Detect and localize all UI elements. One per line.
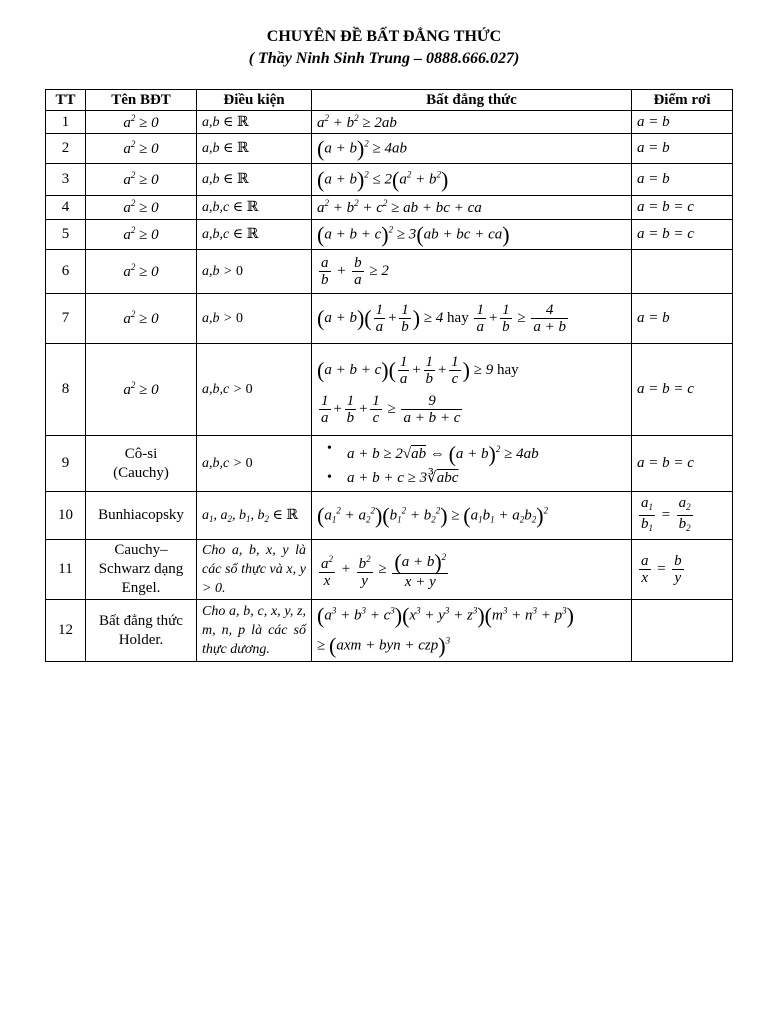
inequality-formula: (a + b + c)( $\frac{1}{a}$ + $\frac{1}{b}$ + $\frac{1}{c}$ ) ≥ 9 hay $\frac{1}{a}$ + $\frac{1}{b}$ + $\frac{1}{c}$ ≥ $\frac{9}{a + b + c}$ — [312, 344, 632, 436]
table-row — [46, 250, 733, 294]
equality-case: a = b — [632, 111, 733, 134]
inequality-name: Cauchy– Schwarz dạng Engel. — [86, 540, 197, 600]
row-number: 6 — [46, 250, 86, 294]
header-name: Tên BĐT — [86, 90, 197, 111]
equality-case: a = b — [632, 294, 733, 344]
list-item: • $a + b + c \ge 3∛\overline{abc}$ — [347, 466, 626, 490]
equality-case: a = b = c — [632, 196, 733, 220]
inequality-formula: $\frac{a}{b}$ + $\frac{b}{a}$ ≥ 2 — [312, 250, 632, 294]
inequality-table — [45, 89, 733, 662]
table-row — [46, 492, 733, 540]
table-row — [46, 600, 733, 662]
list-item: • a + b ≥ 2√ab ⇔ $(a + b)^2 \ge 4ab$ — [347, 437, 626, 466]
equality-case: a = b = c — [632, 436, 733, 492]
header-condition: Điều kiện — [197, 90, 312, 111]
condition: a,b,c > 0 — [197, 436, 312, 492]
condition: Cho a, b, x, y là các số thực và x, y > 0. — [197, 540, 312, 600]
equality-case — [632, 600, 733, 662]
row-number: 11 — [46, 540, 86, 600]
condition: $a_1$, $a_2$, $b_1$, $b_2$ ∈ ℝ — [197, 492, 312, 540]
inequality-name: Bunhiacopsky — [86, 492, 197, 540]
row-number: 2 — [46, 134, 86, 164]
row-number: 5 — [46, 220, 86, 250]
inequality-name: $a^2 \ge 0$ — [86, 344, 197, 436]
header-inequality: Bất đẳng thức — [312, 90, 632, 111]
table-row — [46, 111, 733, 134]
inequality-formula: $(a + b + c)^2 \ge 3(ab$ + bc + ca) — [312, 220, 632, 250]
table-row — [46, 196, 733, 220]
header-equality: Điểm rơi — [632, 90, 733, 111]
table-row — [46, 134, 733, 164]
table-row — [46, 220, 733, 250]
inequality-formula: $(a + b)^2 \ge 4ab$ — [312, 134, 632, 164]
table-row — [46, 344, 733, 436]
inequality-formula: $a^2 + b^2 + c^2$ ≥ ab + bc + ca — [312, 196, 632, 220]
inequality-name: $a^2 \ge 0$ — [86, 220, 197, 250]
row-number: 1 — [46, 111, 86, 134]
inequality-name: $a^2 \ge 0$ — [86, 196, 197, 220]
equality-case: a = b = c — [632, 220, 733, 250]
condition: a,b,c ∈ ℝ — [197, 220, 312, 250]
inequality-name: Cô-si (Cauchy) — [86, 436, 197, 492]
row-number: 7 — [46, 294, 86, 344]
condition: a,b ∈ ℝ — [197, 164, 312, 196]
condition: a,b,c ∈ ℝ — [197, 196, 312, 220]
inequality-name: $a^2 \ge 0$ — [86, 164, 197, 196]
table-row — [46, 540, 733, 600]
row-number: 9 — [46, 436, 86, 492]
row-number: 8 — [46, 344, 86, 436]
equality-case: $\frac{a}{x}$ = $\frac{b}{y}$ — [632, 540, 733, 600]
inequality-formula: $a^2 + b^2 \ge 2ab$ — [312, 111, 632, 134]
inequality-formula: $\frac{a^2}{x}$ + $\frac{b^2}{y}$ ≥ $\frac{(a + b)^2}{x + y}$ — [312, 540, 632, 600]
condition: a,b ∈ ℝ — [197, 111, 312, 134]
table-row — [46, 294, 733, 344]
document-title: CHUYÊN ĐỀ BẤT ĐẲNG THỨC — [266, 28, 502, 45]
row-number: 12 — [46, 600, 86, 662]
inequality-formula: (a + b)( $\frac{1}{a}$ + $\frac{1}{b}$ ) ≥ 4 hay $\frac{1}{a}$ + $\frac{1}{b}$ ≥ $\frac{4}{a + b}$ — [312, 294, 632, 344]
inequality-formula: $(a + b)^2 \le 2(a^2 + b^2)$ — [312, 164, 632, 196]
inequality-name: $a^2 \ge 0$ — [86, 294, 197, 344]
inequality-formula: $(a^3 + b^3 + c^3)(x^3 + y^3 + z^3)(m^3 + n^3 + p^3)$ ≥ (axm + byn + czp)$^3$ — [312, 600, 632, 662]
table-header-row — [46, 90, 733, 111]
inequality-name: $a^2 \ge 0$ — [86, 111, 197, 134]
condition: a,b > 0 — [197, 250, 312, 294]
equality-case — [632, 250, 733, 294]
inequality-name: Bất đẳng thức Holder. — [86, 600, 197, 662]
condition: a,b > 0 — [197, 294, 312, 344]
condition: a,b ∈ ℝ — [197, 134, 312, 164]
equality-case: $\frac{a_1}{b_1}$ = $\frac{a_2}{b_2}$ — [632, 492, 733, 540]
equality-case: a = b — [632, 164, 733, 196]
condition: Cho a, b, c, x, y, z, m, n, p là các số thực dương. — [197, 600, 312, 662]
inequality-formula — [312, 436, 632, 492]
equality-case: a = b = c — [632, 344, 733, 436]
inequality-name: $a^2 \ge 0$ — [86, 134, 197, 164]
table-row — [46, 164, 733, 196]
header-tt: TT — [46, 90, 86, 111]
equality-case: a = b — [632, 134, 733, 164]
row-number: 10 — [46, 492, 86, 540]
row-number: 4 — [46, 196, 86, 220]
table-row — [46, 436, 733, 492]
inequality-formula: $(a_1^2 + a_2^2)(b_1^2 + b_2^2) \ge (a_1b_1 + a_2b_2)^2$ — [312, 492, 632, 540]
condition: a,b,c > 0 — [197, 344, 312, 436]
row-number: 3 — [46, 164, 86, 196]
inequality-name: $a^2 \ge 0$ — [86, 250, 197, 294]
document-subtitle: ( Thầy Ninh Sinh Trung – 0888.666.027) — [248, 50, 520, 67]
